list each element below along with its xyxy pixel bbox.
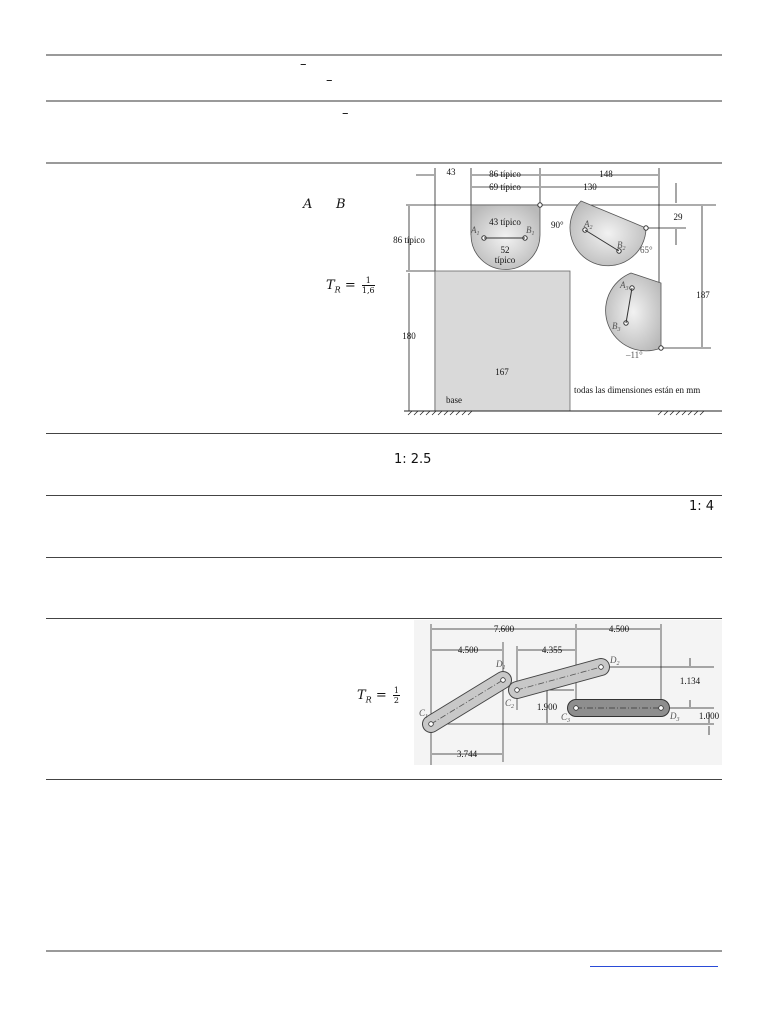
label-d1: D	[496, 659, 503, 669]
scale-row5: 1: 4	[689, 499, 715, 514]
ratio2-den: 2	[393, 696, 399, 705]
figure-linkage-bars	[414, 620, 722, 765]
dim-29: 29	[673, 212, 683, 222]
ratio-num: 1	[362, 276, 375, 286]
rule-2	[46, 100, 722, 102]
rule-footer	[46, 950, 722, 952]
rule-1	[46, 54, 722, 56]
footer-link[interactable]	[590, 966, 718, 967]
label-c1-sub: 1	[425, 714, 429, 720]
dim-130: 130	[583, 182, 597, 192]
rule-8	[46, 779, 722, 780]
dim-43-tipico: 43 típico	[489, 217, 521, 227]
label-d2: D	[610, 655, 617, 665]
dim-tipico: típico	[494, 255, 516, 265]
dim-187: 187	[696, 290, 710, 300]
label-a2-sub: 2	[589, 225, 593, 231]
label-a1: A	[471, 225, 477, 235]
dim-148: 148	[599, 169, 613, 179]
rule-6	[46, 557, 722, 558]
label-c2: C	[505, 698, 512, 708]
dim-4500-left: 4.500	[457, 645, 479, 655]
ratio-sub: R	[334, 285, 341, 295]
dim-86-tipico-left: 86 típico	[393, 235, 425, 245]
label-b2: B	[617, 240, 623, 250]
figure-plate-mechanism	[376, 163, 722, 419]
label-d1-sub: 1	[502, 665, 506, 671]
dim-1134: 1.134	[679, 676, 701, 686]
ratio2-num: 1	[393, 686, 399, 695]
angle-65: 65°	[640, 245, 653, 255]
dim-43: 43	[446, 167, 456, 177]
label-d3: D	[670, 711, 677, 721]
dim-86-tipico: 86 típico	[489, 169, 521, 179]
rule-5	[46, 495, 722, 496]
label-b1: B	[526, 225, 532, 235]
angle-90: 90°	[551, 220, 564, 230]
dim-167: 167	[495, 367, 509, 377]
row1-mark-bottom: –	[326, 73, 333, 88]
label-a1-sub: 1	[476, 231, 480, 237]
row1-mark-top: –	[300, 57, 307, 72]
label-d3-sub: 3	[676, 717, 680, 723]
ratio2-lhs: T	[357, 688, 366, 703]
dim-7600: 7.600	[493, 624, 515, 634]
dim-3744: 3.744	[456, 749, 478, 759]
ratio-lhs: T	[326, 278, 335, 293]
transmission-ratio-2	[357, 686, 400, 705]
variable-a: A	[303, 197, 313, 212]
label-b1-sub: 1	[531, 231, 535, 237]
rule-4	[46, 433, 722, 434]
variable-b: B	[336, 197, 346, 212]
ratio-eq: =	[344, 278, 356, 293]
ratio2-eq: =	[375, 688, 387, 703]
angle-neg11: –11°	[626, 350, 643, 360]
row2-mark: –	[342, 106, 349, 121]
label-c3: C	[561, 712, 568, 722]
label-c3-sub: 3	[567, 718, 571, 724]
label-a3-sub: 3	[625, 286, 629, 292]
label-b3-sub: 3	[617, 327, 621, 333]
dim-4355: 4.355	[541, 645, 563, 655]
dim-4500-right: 4.500	[608, 624, 630, 634]
transmission-ratio-1	[326, 276, 375, 295]
dim-69-tipico: 69 típico	[489, 182, 521, 192]
ratio-den: 1,6	[361, 286, 375, 295]
label-c2-sub: 2	[511, 704, 515, 710]
label-b2-sub: 2	[622, 246, 626, 252]
dim-52: 52	[500, 245, 510, 255]
dim-1000: 1.000	[698, 711, 720, 721]
figure-note: todas las dimensiones están en mm	[574, 385, 701, 395]
rule-7	[46, 618, 722, 619]
ratio2-fraction	[393, 686, 400, 705]
dim-1900: 1.900	[536, 702, 558, 712]
dim-180: 180	[402, 331, 416, 341]
label-c1: C	[419, 708, 426, 718]
label-b3: B	[612, 321, 618, 331]
base-label: base	[446, 395, 462, 405]
ratio2-sub: R	[365, 695, 372, 705]
label-a2: A	[584, 219, 590, 229]
ratio-fraction	[362, 276, 375, 295]
label-a3: A	[620, 280, 626, 290]
label-d2-sub: 2	[616, 661, 620, 667]
scale-row4: 1: 2.5	[394, 452, 432, 467]
